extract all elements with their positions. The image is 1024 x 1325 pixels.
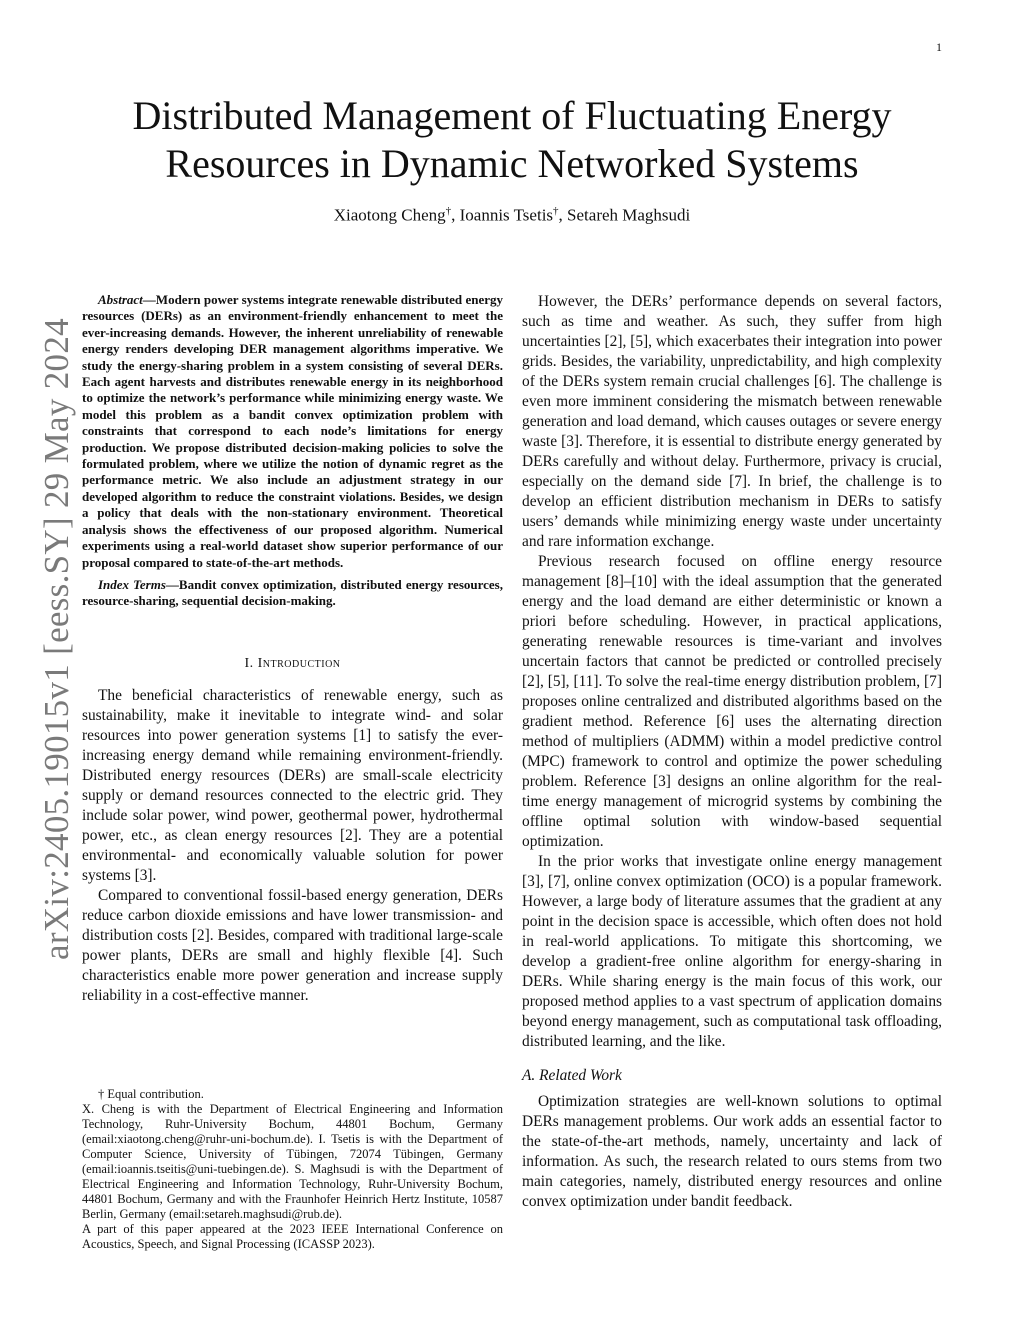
author-list [100, 205, 924, 226]
abstract-paragraph [82, 292, 503, 571]
subsection-heading-related-work: A. Related Work [522, 1067, 622, 1084]
author-separator: , [451, 205, 460, 225]
footnote-conference: A part of this paper appeared at the 2023 IEEE International Conference on Acoustics, Speech, and Signal Processing (ICASSP 2023). [82, 1222, 503, 1251]
footnote-affiliations: X. Cheng is with the Department of Electrical Engineering and Information Technology, Ruhr-University Bochum, 44801 Bochum, Germany (email:xiaotong.cheng@ruhr-uni-bochum.de). I. Tsetis is with the Department of Computer Science, University of Tübingen, 72074 Tübingen, Germany (email:ioannis.tseitis@uni-tuebingen.de). S. Maghsudi is with the Department of Electrical Engineering and Information Technology, Ruhr-University Bochum, 44801 Bochum, Germany and with the Fraunhofer Heinrich Hertz Institute, 10587 Berlin, Germany (email:setareh.maghsudi@rub.de). [82, 1102, 503, 1221]
index-terms [82, 577, 503, 610]
footnotes [82, 1087, 503, 1252]
arxiv-identifier: arXiv:2405.19015v1 [eess.SY] 29 May 2024 [37, 318, 76, 960]
author-tsetis: Ioannis Tsetis [459, 205, 554, 225]
section-heading-introduction [82, 654, 503, 674]
left-column [82, 292, 503, 1006]
right-paragraph-3: In the prior works that investigate online energy management [3], [7], online convex optimization (OCO) is a popular framework. However, a large body of literature assumes that the gradient at any point in the decision space is accessible, which often does not hold in real-world applications. To mitigate this shortcoming, we develop a gradient-free online algorithm for energy-sharing in DERs. While sharing energy is the main focus of this work, our proposed method applies to a vast spectrum of application domains beyond energy management, such as computational task offloading, distributed learning, and the like. [522, 853, 942, 1050]
footnote-equal-contribution: † Equal contribution. [98, 1087, 204, 1101]
section-title: Introduction [257, 655, 341, 671]
dagger-mark: † [445, 205, 452, 217]
related-work-paragraph: Optimization strategies are well-known solutions to optimal DERs management problems. Our work adds an essential factor to the state-of-the-art methods, namely, uncertainty and lack of information. As such, the research related to ours stems from two main categories, namely, distributed energy resources and online convex optimization under bandit feedback. [522, 1093, 942, 1210]
section-number: I. [244, 655, 258, 671]
author-maghsudi: Setareh Maghsudi [567, 205, 691, 225]
abstract-label: Abstract [98, 292, 143, 307]
intro-paragraph-2: Compared to conventional fossil-based energy generation, DERs reduce carbon dioxide emissions and have lower transmission- and distribution costs [2]. Besides, compared with traditional large-scale power plants, DERs are small and highly flexible [4]. Such characteristics enable more power generation and increase supply reliability in a cost-effective manner. [82, 886, 503, 1004]
right-paragraph-2: Previous research focused on offline energy resource management [8]–[10] with the ideal assumption that the generated energy and the load demand are either deterministic or known a priori before scheduling. However, in practical applications, generating renewable resources is time-variant and involves uncertain factors that cannot be predicted or controlled precisely [2], [5], [11]. To solve the real-time energy distribution problem, [7] proposes online centralized and distributed algorithms based on the gradient method. Reference [6] uses the alternating direction method of multipliers (ADMM) within a model predictive control (MPC) framework to control and optimize the power scheduling problem. Reference [3] designs an online algorithm for the real-time energy management of microgrid systems by combining the offline optimal solution with window-based sequential optimization. [522, 553, 942, 850]
index-terms-text: —Bandit convex optimization, distributed energy resources, resource-sharing, sequential decision-making. [82, 576, 503, 609]
dagger-mark: † [553, 205, 559, 217]
intro-paragraph-1: The beneficial characteristics of renewable energy, such as sustainability, make it inevitable to integrate wind- and solar resources into power generation systems [1] to satisfy the ever-increasing energy demand while remaining environment-friendly. Distributed energy resources (DERs) are small-scale electricity supply or demand resources connected to the electric grid. They include solar power, wind power, geothermal power, hydrothermal power, etc., as clean energy resources [2]. They are a potential environmental- and economically valuable solution for power systems [3]. [82, 686, 503, 884]
right-column [522, 292, 942, 1212]
author-cheng: Xiaotong Cheng [333, 205, 446, 225]
abstract-text: —Modern power systems integrate renewable distributed energy resources (DERs) as an environment-friendly enhancement to meet the ever-increasing demands. However, the inherent unreliability of renewable energy renders developing DER management algorithms imperative. We study the energy-sharing problem in a system consisting of several DERs. Each agent harvests and distributes renewable energy in its neighborhood to optimize the network’s performance while minimizing energy waste. We model this problem as a bandit convex optimization problem with constraints that correspond to each node’s limitations for energy production. We propose distributed decision-making policies to solve the formulated problem, where we utilize the notion of dynamic regret as the performance metric. We also include an adjustment strategy in our developed algorithm to reduce the constraint violations. Besides, we design a policy that deals with the non-stationary environment. Theoretical analysis shows the effectiveness of our proposed algorithm. Numerical experiments using a real-world dataset show superior performance of our proposal compared to state-of-the-art methods. [82, 292, 503, 570]
right-paragraph-1: However, the DERs’ performance depends on several factors, such as time and weather. As such, they suffer from high uncertainties [2], [5], which exacerbates their integration into power grids. Besides, the variability, unpredictability, and high complexity of the DERs system remain crucial challenges [6]. The challenge is even more imminent considering the mismatch between renewable generation and load demand, which causes outages or severe energy waste [3]. Therefore, it is essential to distribute energy generated by DERs carefully and without delay. Furthermore, privacy is crucial, especially on the demand side [7]. In brief, the challenge is to develop an efficient distribution mechanism in DERs to satisfy users’ demands while minimizing energy waste under uncertainty and rare information exchange. [522, 293, 942, 550]
author-separator: , [558, 205, 568, 225]
paper-title: Distributed Management of Fluctuating Energy Resources in Dynamic Networked Systems [132, 93, 892, 186]
abstract [82, 292, 503, 610]
page-number: 1 [936, 40, 942, 54]
index-terms-label: Index Terms [98, 576, 166, 592]
